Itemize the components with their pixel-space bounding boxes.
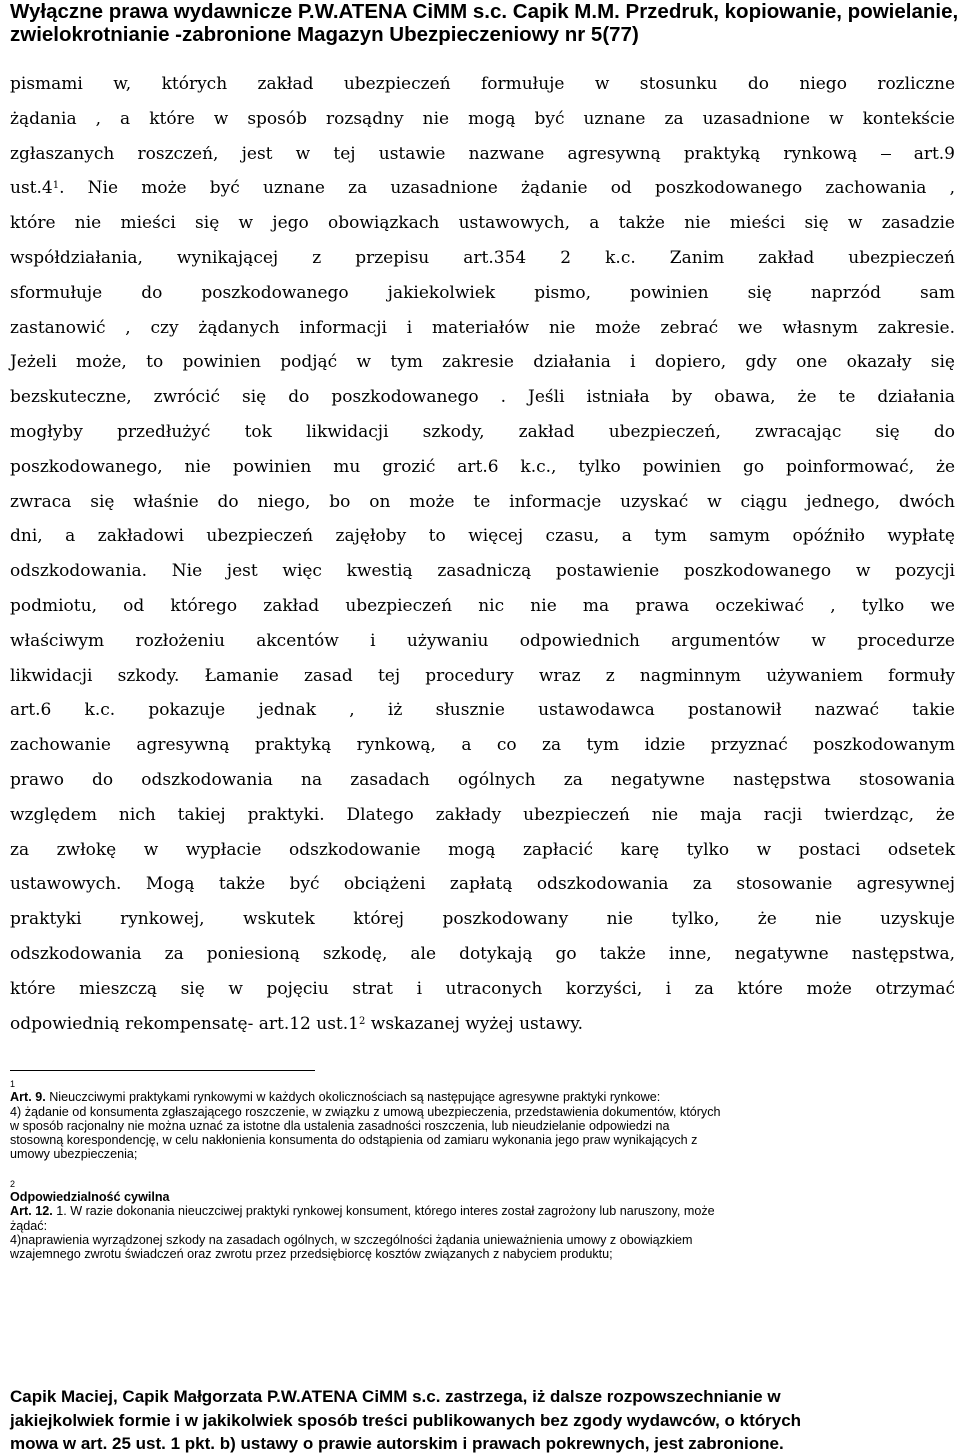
body-line: art.6 k.c. pokazuje jednak , iż słusznie ustawodawca postanowił nazwać takie — [10, 700, 955, 721]
footnote-text: 1. W razie dokonania nieuczciwej praktyki rynkowej konsument, którego interes został zagrożony lub naruszony, może — [52, 1204, 715, 1219]
body-line: zastanowić , czy żądanych informacji i materiałów nie może zebrać we własnym zakresie. — [10, 317, 955, 338]
body-line: mogłyby przedłużyć tok likwidacji szkody, zakład ubezpieczeń, zwracając się do — [10, 421, 955, 442]
body-line: podmiotu, od którego zakład ubezpieczeń nic nie ma prawa oczekiwać , tylko we — [10, 595, 955, 616]
body-line: odszkodowania za poniesioną szkodę, ale dotykają go także inne, negatywne następstwa, — [10, 943, 955, 964]
body-line: poszkodowanego, nie powinien mu grozić art.6 k.c., tylko powinien go poinformować, że — [10, 456, 955, 477]
footnote-number: 2 — [10, 1178, 16, 1189]
body-line: likwidacji szkody. Łamanie zasad tej procedury wraz z nagminnym używaniem formuły — [10, 665, 955, 686]
dash-mark — [881, 154, 891, 155]
footnote-line: stosowną korespondencję, w celu nakłonienia konsumenta do odstąpienia od zamiaru wykonania jego praw wynikających z — [10, 1133, 698, 1148]
footnote-1 — [10, 1076, 955, 1162]
header-line: zwielokrotnianie -zabronione Magazyn Ubezpieczeniowy nr 5(77) — [10, 23, 639, 46]
footer-line: jakiejkolwiek formie i w jakikolwiek sposób treści publikowanych bez zgody wydawców, o których — [10, 1410, 802, 1430]
footnote-line: wzajemnego zwrotu świadczeń oraz zwrotu przez przedsiębiorcę kosztów związanych z nabyciem produktu; — [10, 1247, 613, 1262]
body-line: ustawowych. Mogą także być obciążeni zapłatą odszkodowania za stosowanie agresywnej — [10, 874, 955, 895]
body-line: względem nich takiej praktyki. Dlatego zakłady ubezpieczeń nie maja racji twierdząc, że — [10, 804, 955, 825]
footnote-separator — [10, 1070, 315, 1071]
footnote-line: 4)naprawienia wyrządzonej szkody na zasadach ogólnych, w szczególności żądania unieważnienia umowy z obowiązkiem — [10, 1232, 693, 1247]
footnote-line — [10, 1176, 955, 1190]
footnote-line — [10, 1204, 955, 1218]
body-line: za zwłokę w wypłacie odszkodowanie mogą zapłacić karę tylko w postaci odsetek — [10, 839, 955, 860]
body-line: praktyki rynkowej, wskutek której poszkodowany nie tylko, że nie uzyskuje — [10, 909, 955, 930]
body-line: pismami w, których zakład ubezpieczeń formułuje w stosunku do niego rozliczne — [10, 74, 955, 94]
footnote-heading: Odpowiedzialność cywilna — [10, 1190, 170, 1205]
footnote-line: 4) żądanie od konsumenta zgłaszającego roszczenie, w związku z umową ubezpieczenia, przedstawienia dokumentów, których — [10, 1104, 721, 1119]
footnote-line — [10, 1190, 955, 1204]
body-line: odszkodowania. Nie jest więc kwestią zasadniczą postawienie poszkodowanego w pozycji — [10, 561, 955, 582]
body-line-text: art.9 — [913, 143, 956, 164]
footer-line: mowa w art. 25 ust. 1 pkt. b) ustawy o prawie autorskim i prawach pokrewnych, jest zabronione. — [10, 1434, 784, 1453]
body-line — [10, 171, 955, 206]
footnote-2 — [10, 1176, 955, 1262]
footnote-ref-1[interactable]: 1 — [52, 180, 60, 192]
body-line: dni, a zakładowi ubezpieczeń zajęłoby to więcej czasu, a tym samym opóźniło wypłatę — [10, 526, 955, 547]
body-line: współdziałania, wynikającej z przepisu art.354 2 k.c. Zanim zakład ubezpieczeń — [10, 247, 955, 268]
body-line — [10, 137, 955, 172]
header-line: Wyłączne prawa wydawnicze P.W.ATENA CiMM s.c. Capik M.M. Przedruk, kopiowanie, powielanie, — [10, 0, 959, 23]
body-line: które nie mieści się w jego obowiązkach ustawowych, a także nie mieści się w zasadzie — [10, 213, 955, 234]
body-line: właściwym rozłożeniu akcentów i używaniu odpowiednich argumentów w procedurze — [10, 630, 955, 651]
body-line-text: ust.4 — [10, 178, 53, 199]
footer-line: Capik Maciej, Capik Małgorzata P.W.ATENA CiMM s.c. zastrzega, iż dalsze rozpowszechnianie w — [10, 1387, 781, 1406]
body-line-text: . Nie może być uznane za uzasadnione żądanie od poszkodowanego zachowania , — [59, 178, 955, 199]
body-line: bezskuteczne, zwrócić się do poszkodowanego . Jeśli istniała by obawa, że te działania — [10, 387, 955, 408]
body-line: zachowanie agresywną praktyką rynkową, a co za tym idzie przyznać poszkodowanym — [10, 735, 955, 756]
footnote-article: Art. 12. — [10, 1204, 53, 1219]
footnote-line — [10, 1076, 955, 1090]
body-line: sformułuje do poszkodowanego jakiekolwiek pismo, powinien się naprzód sam — [10, 282, 955, 303]
body-line — [10, 1007, 955, 1042]
body-line-text: wskazanej wyżej ustawy. — [365, 1013, 584, 1034]
body-line: prawo do odszkodowania na zasadach ogólnych za negatywne następstwa stosowania — [10, 769, 955, 790]
footnote-heading: Art. 9. — [10, 1090, 46, 1105]
body-line-text: odpowiednią rekompensatę- art.12 ust.1 — [10, 1013, 359, 1034]
article-body — [10, 67, 955, 1041]
body-line: Jeżeli może, to powinien podjąć w tym zakresie działania i dopiero, gdy one okazały się — [10, 352, 955, 373]
copyright-footer — [10, 1385, 955, 1456]
footnote-line: w sposób racjonalny nie można uznać za istotne dla ustalenia zasadności roszczenia, lub nieudzielanie odpowiedzi na — [10, 1118, 670, 1133]
footnote-line: żądać: — [10, 1218, 48, 1233]
footnote-ref-2[interactable]: 2 — [358, 1015, 366, 1027]
body-line: zwraca się właśnie do niego, bo on może te informacje uzyskać w ciągu jednego, dwóch — [10, 491, 955, 512]
footnotes — [10, 1076, 955, 1262]
footnote-line: umowy ubezpieczenia; — [10, 1147, 138, 1162]
footnote-line — [10, 1090, 955, 1104]
body-line: żądania , a które w sposób rozsądny nie mogą być uznane za uzasadnione w kontekście — [10, 108, 955, 129]
footnote-text: Nieuczciwymi praktykami rynkowymi w każdych okolicznościach są następujące agresywne praktyki rynkowe: — [45, 1090, 661, 1105]
footnote-number: 1 — [10, 1079, 16, 1089]
body-line-text: zgłaszanych roszczeń, jest w tej ustawie nazwane agresywną praktyką rynkową — [10, 143, 858, 164]
copyright-header — [10, 0, 959, 46]
body-line: które mieszczą się w pojęciu strat i utraconych korzyści, i za które może otrzymać — [10, 978, 955, 999]
